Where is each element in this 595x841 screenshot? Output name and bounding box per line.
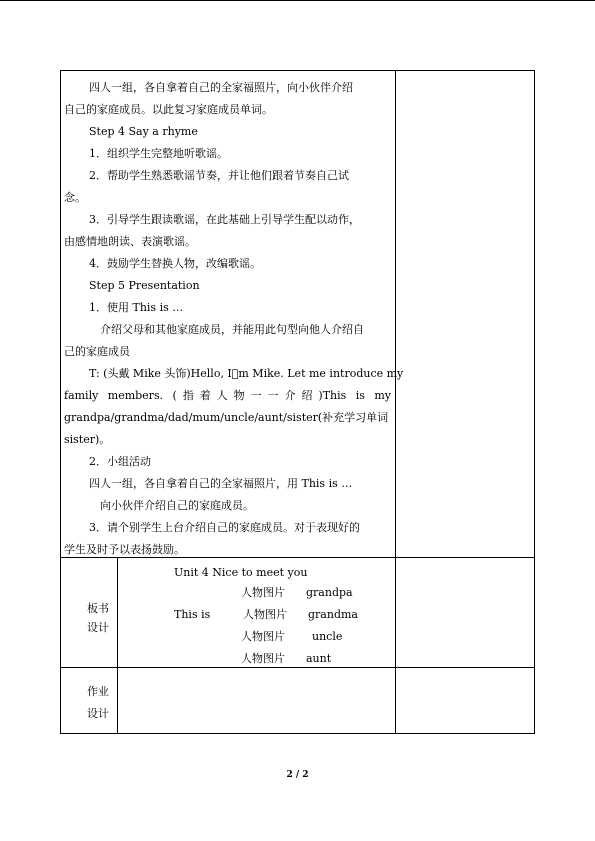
step5-item2: 2．小组活动 (89, 455, 151, 468)
step4-item1: 1．组织学生完整地听歌谣。 (89, 147, 228, 160)
homework-label-line1: 作业 (87, 685, 109, 698)
board-unit-title: Unit 4 Nice to meet you (174, 566, 308, 579)
step5-title: Step 5 Presentation (89, 279, 200, 292)
dialog-line3: grandpa/grandma/dad/mum/uncle/aunt/sister(补充学习单词 (64, 411, 389, 424)
lesson-plan-table (60, 70, 535, 733)
table-col-divider-right (395, 70, 396, 733)
table-row-divider-1 (60, 557, 535, 558)
table-col-divider-left (117, 557, 118, 733)
step4-title: Step 4 Say a rhyme (89, 125, 198, 138)
board-row4-pic: 人物图片 (241, 652, 285, 665)
para1-line1: 四人一组，各自拿着自己的全家福照片，向小伙伴介绍 (89, 81, 353, 94)
step5-item2-desc-line1: 四人一组，各自拿着自己的全家福照片，用 This is … (89, 477, 353, 490)
step5-item1: 1．使用 This is … (89, 301, 184, 314)
board-row4-word: aunt (306, 652, 332, 665)
step5-item1-desc-line1: 介绍父母和其他家庭成员，并能用此句型向他人介绍自 (100, 323, 364, 336)
board-row2-word: grandma (308, 608, 358, 621)
step4-item2-line1: 2．帮助学生熟悉歌谣节奏，并让他们跟着节奏自己试 (89, 169, 349, 182)
table-right-border (534, 70, 535, 733)
board-row2-pic: 人物图片 (243, 608, 287, 621)
dialog-line1: T: (头戴 Mike 头饰)Hello, I m Mike. Let me introduce my (89, 367, 404, 380)
dialog-line4: sister)。 (64, 433, 111, 446)
page-top-rule (0, 0, 595, 1)
page-number: 2 / 2 (286, 770, 309, 780)
board-this-is: This is (174, 608, 211, 621)
step4-item2-line2: 念。 (64, 191, 86, 204)
step5-item2-desc-line2: 向小伙伴介绍自己的家庭成员。 (100, 499, 254, 512)
table-bottom-border (60, 733, 535, 734)
board-label-line1: 板书 (87, 602, 109, 615)
table-left-border (60, 70, 61, 733)
table-top-border (60, 70, 535, 71)
board-row1-word: grandpa (306, 586, 353, 599)
step4-item4: 4．鼓励学生替换人物，改编歌谣。 (89, 257, 261, 270)
step5-item3-line2: 学生及时予以表扬鼓励。 (64, 543, 185, 556)
step4-item3-line1: 3．引导学生跟读歌谣，在此基础上引导学生配以动作， (89, 213, 360, 226)
board-row3-pic: 人物图片 (241, 630, 285, 643)
step5-item3-line1: 3．请个别学生上台介绍自己的家庭成员。对于表现好的 (89, 521, 360, 534)
para1-line2: 自己的家庭成员。以此复习家庭成员单词。 (64, 103, 273, 116)
step4-item3-line2: 由感情地朗读、表演歌谣。 (64, 235, 196, 248)
table-row-divider-2 (60, 667, 535, 668)
board-row1-pic: 人物图片 (241, 586, 285, 599)
homework-label-line2: 设计 (87, 707, 109, 720)
dialog-line2: family members. (指着人物一一介绍)This is my (64, 389, 391, 402)
step5-item1-desc-line2: 己的家庭成员 (64, 345, 130, 358)
board-row3-word: uncle (312, 630, 343, 643)
board-label-line2: 设计 (87, 621, 109, 634)
